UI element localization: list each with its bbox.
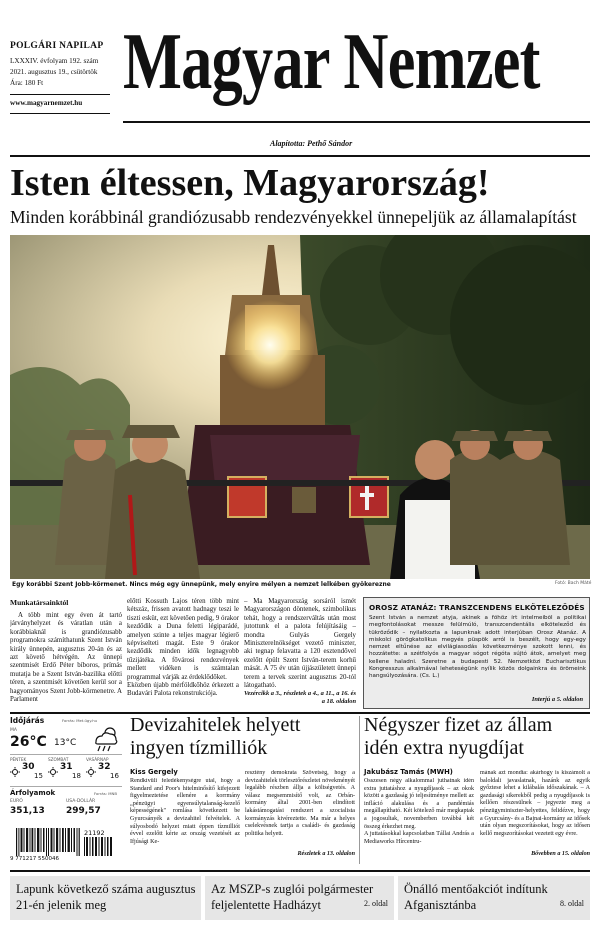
article3-author: Jakubász Tamás (MWH) xyxy=(364,768,453,776)
issue-date: 2021. augusztus 19., csütörtök xyxy=(10,68,98,76)
teaser-afghanistan[interactable] xyxy=(398,876,590,920)
article1-col2: előtti Kossuth Lajos téren több mint kétszáz, frissen avatott hadnagy teszi le tiszti esküt, ezt követően pedig, 9 órakor kezdődik a Duna feletti légiparádé, amelyen szinte a teljes magyar légierő képviselteti magát. Este 9 órakor kezdődik minden idők legnagyobb tűzijátéka. A fővárosi rendezvények mellett vidéken is számtalan programmal várják az érdeklődőket. Eközben újabb mérföldkőhöz érkezett a Budavári Palota rekonstrukciója. xyxy=(127,598,239,698)
barcode-digits: 9 771217 550046 xyxy=(10,856,59,862)
sidebar-box xyxy=(363,597,590,709)
sidebar-title[interactable]: OROSZ ATANÁZ: TRANSZCENDENS ELKÖTELEZŐDÉS xyxy=(369,603,585,612)
weather-today-low: 13°C xyxy=(54,738,77,748)
fx-box xyxy=(10,786,122,822)
article3-col1: Összesen négy alkalommal juthatnak idén extra juttatáshoz a nyugdíjasok – az okok között a gazdaság jó teljesítménye mellett az infláció alakulása és a pandémiás megállapítható. Két kötelező már megkaptak a jogosultak, novemberben továbbá két összeg érkezhet meg. A juttatásokkal kapcsolatban Tállai András a Mediaworks Hírcentru- xyxy=(364,778,474,845)
teaser-mszp-text: Az MSZP-s zuglói polgármester feljelentette Hadházyt xyxy=(211,882,374,912)
weather-day3-name: VASÁRNAP xyxy=(86,757,109,762)
fx-title: Árfolyamok xyxy=(10,789,56,797)
fx-usd-label: USA-DOLLÁR xyxy=(66,799,96,804)
cloud-rain-icon xyxy=(90,724,120,754)
barcode-issue: 21192 xyxy=(84,829,105,837)
teaser-next-issue[interactable] xyxy=(10,876,201,920)
teaser-mszp[interactable] xyxy=(205,876,394,920)
website-link[interactable]: www.magyarnemzet.hu xyxy=(10,99,83,107)
lead-photo[interactable] xyxy=(10,235,590,579)
fx-eur-label: EURÓ xyxy=(10,799,23,804)
barcode xyxy=(10,826,114,864)
sidebar-text: Szent István a nemzet atyja, akinek a főhöz írt intelmeiből a politikai megfontolásokat messze felülmúló, transzcendentális elköteleződ és tükröződik – nyilatkozta a lapunknak adott interjúban Orosz Atanáz. A miskolci görögkatolikus megyés püspök arról is beszélt, hogy egy-egy nemzet eltűnése az elvilágiasodás következménye szokott lenni, és hozzátette: a szétfolyós a magyar sógot régóta sújtó átok, amelyet meg kellene haladni. Szeretne a budapesti 52. Nemzetközi Eucharisztikus Kongresszus alkalmával leheteségünk nyílik közös dolgainkra és örömeink hangsúlyozására. (Cs. L.) xyxy=(369,615,586,680)
teaser-afghanistan-page: 8. oldal xyxy=(560,899,584,908)
issue-number: LXXXIV. évfolyam 192. szám xyxy=(10,57,99,65)
article2-author: Kiss Gergely xyxy=(130,768,178,776)
article1-kicker: Munkatársainktól xyxy=(10,598,69,607)
article1-col3: – Ma Magyarország sorsáról ismét Magyarországon döntenek, szimbolikus tehát, hogy a rendszerváltás után most jutottunk el a palota felújításáig – mondta Gulyás Gergely Miniszterelnökséget vezető miniszter, aki tegnap felavatta a 120 esztendővel ezelőtt épült Szent István-terem korhű mását. A 75 év után újjászületett ünnepi terem a tervek szerint augusztus 20-tól látogatható. xyxy=(244,598,356,690)
teaser-next-issue-text: Lapunk következő száma augusztus 21-én jelenik meg xyxy=(16,882,196,912)
article2-page-ref[interactable]: Részletek a 13. oldalon xyxy=(297,851,355,857)
weather-day2-low: 18 xyxy=(72,772,81,780)
barcode-bars xyxy=(16,828,80,856)
fx-source: Forrás: MNB xyxy=(94,791,117,796)
weather-title: Időjárás xyxy=(10,716,45,725)
fx-usd-value: 299,57 xyxy=(66,806,101,816)
article1-col1: A több mint egy éven át tartó járványhelyzet és váratlan után a korábbiaknál is grandiózusabb programokra számíthatunk Szent István király ünnepén, augusztus 20-án és az azt követő hétvégén. Az ünnepi szentmisét Erdő Péter bíboros, prímás mutatja be a Szent István-bazilika előtti téren, a szentmisét követően kerül sor a hagyományos Szent Jobb-körmenetre. A Parlament xyxy=(10,612,122,704)
fx-eur-value: 351,13 xyxy=(10,806,45,816)
weather-day2-high: 31 xyxy=(60,762,73,772)
masthead-logo[interactable]: Magyar Nemzet xyxy=(123,18,540,106)
article2-headline[interactable]: Devizahitelek helyett ingyen tízmilliók xyxy=(130,714,301,759)
lead-headline[interactable]: Isten éltessen, Magyarország! xyxy=(10,162,490,204)
lead-subheadline: Minden korábbinál grandiózusabb rendezvényekkel ünnepeljük az államalapítást xyxy=(10,207,577,227)
weather-source: Forrás: Met.ügy.hu xyxy=(62,718,98,723)
article3-page-ref[interactable]: Bővebben a 15. oldalon xyxy=(531,851,590,857)
article2-col1: Rendkívüli feledékenységre utal, hogy a Standard and Poor's hitelminősítő kifejezett figyelmeztetése ellenére a korrmány „pénzügyi egyensúlytalanság-kezelő képességének" romlása következett be Gyurcsányék a devizahitel felvételek. A súlyosbodó helyzet miatt éppen tízmilliót évvel ezelőtt kérte az ország vezetését az Ifjúsági Ke- xyxy=(130,778,240,845)
photo-credit: Fotó: Bach Máté xyxy=(555,581,592,586)
issue-price: Ára: 180 Ft xyxy=(10,79,44,87)
weather-today-label: MA xyxy=(10,728,17,733)
sun-icon xyxy=(86,767,96,777)
photo-caption: Egy korábbi Szent Jobb-körmenet. Nincs még egy ünnepünk, mely enyire mélyen a nemzet lelkében gyökerezne xyxy=(12,581,391,588)
weather-day3-low: 16 xyxy=(110,772,119,780)
paper-tagline: POLGÁRI NAPILAP xyxy=(10,41,104,51)
article2-col2: resztény demokrata Szövetség, hogy a devizahitelek törlesztőrészletei növekményét legalább részben állja a költségvetés. A válasz megsemmisítő volt, az Orbán-kormány által 2001-ben elindított lakástámogatási rendszert a szocialista kormányzás kivéreztette. Ma már a helyes cselekvésnek tartja a családi- és gazdaság politika helyett. xyxy=(245,770,355,837)
sun-icon xyxy=(10,767,20,777)
article3-col2: mának azt mondta: akárhogy is kiszámolt a baloldali javaslatnak, hazánk az egyik győztese lehet a kilábalás időszakának. – A gazdasági sikerekből pedig a nyugdíjasok is kellően részesülnek – jegyezte meg a pénzügyminiszter-helyettes, felidézve, hogy a Gyurcsány- és a Bajnai-kormány az idősek után olyan megszorításokat, hogy az idősen kellő megszorításokat vezetett egy évre. xyxy=(480,770,590,837)
weather-day3-high: 32 xyxy=(98,762,111,772)
weather-day2-name: SZOMBAT xyxy=(48,757,69,762)
founder-line: Alapította: Pethő Sándor xyxy=(270,139,353,148)
teaser-afghanistan-text: Önálló mentőakciót indítunk Afganisztánba xyxy=(404,882,548,912)
sidebar-page-ref[interactable]: Interjú a 5. oldalon xyxy=(531,696,583,703)
article3-headline[interactable]: Négyszer fizet az állam idén extra nyugdíjat xyxy=(364,714,553,759)
weather-day1-low: 15 xyxy=(34,772,43,780)
barcode-addon xyxy=(84,837,112,856)
teaser-mszp-page: 2. oldal xyxy=(364,899,388,908)
sun-icon xyxy=(48,767,58,777)
weather-day1-high: 30 xyxy=(22,762,35,772)
weather-box xyxy=(10,716,122,796)
article1-page-ref[interactable]: Vezércikk a 3., részletek a 4., a 11., a 16. és a 18. oldalon xyxy=(244,690,357,705)
weather-day1-name: PÉNTEK xyxy=(10,757,27,762)
weather-today-high: 26°C xyxy=(10,734,47,750)
